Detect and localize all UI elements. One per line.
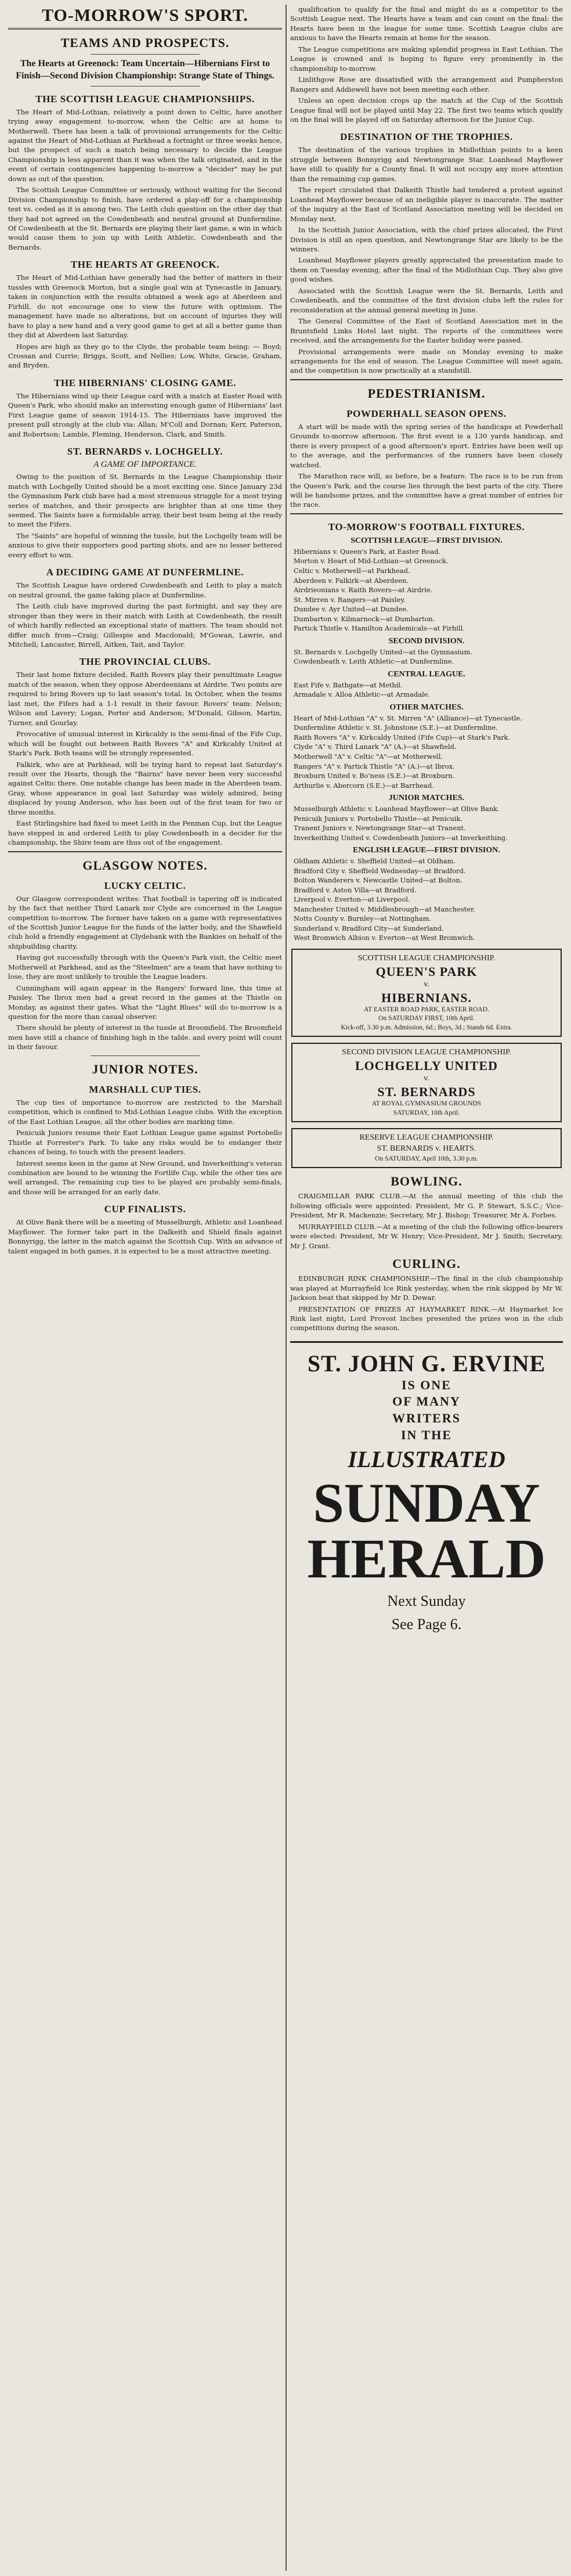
ad-next-sunday: Next Sunday: [387, 1593, 466, 1610]
paragraph: There should be plenty of interest in the tussle at Broomfield. The Broomfield men have still a chance of finishing high in the table, and every point will count in their favour.: [8, 1024, 282, 1051]
ad-line: AT EASTER ROAD PARK, EASTER ROAD.: [364, 1006, 489, 1013]
fixture-line: Dumbarton v. Kilmarnock—at Dumbarton.: [294, 614, 435, 623]
fixture-line: Armadale v. Alloa Athletic—at Armadale.: [294, 690, 431, 699]
ad-writer-name: ST. JOHN G. ERVINE: [307, 1350, 546, 1377]
paragraph: The Heart of Mid-Lothian, relatively a point down to Celtic, have another trying away engagement to-morrow, when the Celtic are at home to Motherwell. There has been a talk of provisional arrangements for the Celtic against the Heart of Mid-Lothian at Parkhead a fortnight or three weeks hence, but the prospect of such a match being necessary to decide the League Championship is less apparent than it was when the talk originated, and in the event of certain contingencies happening to-morrow a "decider" may be put down as out of the question.: [8, 107, 282, 183]
heading-hibernians: THE HIBERNIANS' CLOSING GAME.: [53, 377, 236, 388]
paragraph: The cup ties of importance to-morrow are restricted to the Marshall competition, which is confined to Mid-Lothian League clubs. With the exception of the East Lothian League, all the other bodies are marking time.: [8, 1098, 282, 1126]
ad-line: IS ONE: [402, 1377, 451, 1392]
ad-line: AT ROYAL GYMNASIUM GROUNDS: [371, 1100, 482, 1108]
fixture-line: Notts County v. Burnley—at Nottingham.: [294, 914, 432, 923]
heading-curling: CURLING.: [392, 1256, 461, 1271]
paragraph: MURRAYFIELD CLUB.—At a meeting of the club the following office-bearers were elected: President, Mr W. Henry; Vice-President, Mr J. Smith; Secretary, Mr J. Grant.: [290, 1222, 563, 1250]
heading-marshall: MARSHALL CUP TIES.: [89, 1083, 201, 1095]
paragraph: Loanhead Mayflower players greatly appreciated the presentation made to them on Tuesday evening, after the final of the Midlothian Cup. They also give good wishes.: [290, 256, 563, 284]
paragraph: qualification to qualify for the final and might do as a competitor to the Scottish League next. The Hearts have a team and can count on the final: the Hearts have been in the league for some time. Scottish League clubs are anxious to have the Hearts remain at home for the season.: [290, 5, 563, 42]
paragraph: Cunningham will again appear in the Rangers' forward line, this time at Paisley. The Ibrox men had a great record in the games at the Thistle on Monday, as against their gates. What the "Light Blues" will do to-morrow is a question for the more than casual observer.: [8, 983, 282, 1021]
fixture-line: Broxburn United v. Bo'ness (S.E.)—at Broxburn.: [294, 772, 455, 780]
fixture-line: East Fife v. Bathgate—at Methil.: [294, 680, 403, 689]
heading-junior: JUNIOR NOTES.: [92, 1061, 198, 1076]
paragraph: Hopes are high as they go to the Clyde, the probable team being: — Boyd; Crossan and Currie; Briggs, Scott, and Nellies; Low, White, Gracie, Graham, and Bryden.: [8, 342, 282, 370]
fixture-line: Inverkeithing United v. Cowdenbeath Juniors—at Inverkeithing.: [294, 833, 508, 842]
advertisement-reserve: [291, 1128, 562, 1168]
paragraph: CRAIGMILLAR PARK CLUB.—At the annual meeting of this club the following officials were appointed: President, Mr G. P. Stewart, S.S.C.; Vice-President, Mr R. Mackenzie; Secretary, Mr J. Bishop; Treasurer, Mr A. Forbes.: [290, 1192, 563, 1220]
ad-club: ST. BERNARDS v. HEARTS.: [377, 1144, 476, 1154]
paragraph: The Leith club have improved during the past fortnight, and say they are stronger than they were in their match with Leith at Cowdenbeath, the result of which hardly reflected an exceptional state of matters. The team should not differ much from—Craig; Gillespie and Macdonald; M'Gowan, Lawrie, and Mitchell; Lancaster, Birrell, Aitken, Tait, and Taylor.: [8, 602, 282, 648]
fixture-line: Raith Rovers "A" v. Kirkcaldy United (Fife Cup)—at Stark's Park.: [294, 733, 511, 741]
divider: [91, 54, 200, 55]
divider: [290, 513, 563, 514]
fixture-line: Bradford City v. Sheffield Wednesday—at Bradford.: [294, 866, 466, 875]
fixture-line: Morton v. Heart of Mid-Lothian—at Greenock.: [294, 557, 449, 565]
paragraph: The Marathon race will, as before, be a feature. The race is to be run from the Queen's Park, and the course lies through the best parts of the city. There will be handsome prizes, and the committee have a great number of entries for the race.: [290, 472, 563, 509]
paragraph: Our Glasgow correspondent writes: That football is tapering off is indicated by the fact that neither Third Lanark nor Clyde are concerned in the League competition to-morrow. The former have taken on a game with representatives of the Scottish Junior League for the funds of the latter body, and the Shawfield club hold a friendly engagement at Clydebank with the Bankies on behalf of the shipbuilding charity.: [8, 894, 282, 950]
fixture-line: Dunfermline Athletic v. St. Johnstone (S.E.)—at Dunfermline.: [294, 723, 498, 732]
heading-fixtures: TO-MORROW'S FOOTBALL FIXTURES.: [328, 521, 525, 532]
fixture-line: St. Bernards v. Lochgelly United—at the Gymnasium.: [294, 647, 472, 656]
advertisement-sunday-herald: [290, 1341, 563, 1640]
heading-provincial: THE PROVINCIAL CLUBS.: [79, 656, 211, 668]
paragraph: Provisional arrangements were made on Monday evening to make arrangements for the end of season. The League Committee will meet again, and the competition is now practically at a standstill.: [290, 347, 563, 375]
paragraph: The General Committee of the East of Scotland Association met in the Bruntsfield Links Hotel last night. The reports of the committees were received, and the arrangements for the Easter holiday were passed.: [290, 317, 563, 345]
paragraph: The "Saints" are hopeful of winning the tussle, but the Lochgelly team will be anxious to give their supporters good parting shots, and are no lesser bettered every effort to win.: [8, 531, 282, 559]
paragraph: Having got successfully through with the Queen's Park visit, the Celtic meet Motherwell at Parkhead, and as the "Steelmen" are a team that have nothing to lose, they are most unlikely to trouble the League leaders.: [8, 953, 282, 981]
paragraph: The report circulated that Dalkeith Thistle had tendered a protest against Loanhead Mayflower because of an ineligible player is inaccurate. The matter of the inquiry at the East of Scotland Association meeting will be decided on Monday next.: [290, 186, 563, 223]
heading-pedestrianism: PEDESTRIANISM.: [367, 386, 486, 401]
ad-versus: v.: [424, 979, 429, 989]
heading-dunfermline: A DECIDING GAME AT DUNFERMLINE.: [46, 567, 244, 578]
paragraph: The Hibernians wind up their League card with a match at Easter Road with Queen's Park, who should make an interesting enough game of Hibernians' last First League game of season 1914-15. The Hibernians have improved the present pull strongly at the club via: Allan; M'Coll and Dornan; Kerr, Paterson, and Robertson; Lamble, Fleming, Henderson, Clark, and Smith.: [8, 391, 282, 438]
paragraph: The destination of the various trophies in Midlothian points to a keen struggle between Bonnyrigg and Newtongrange Star. Loanhead Mayflower have still to qualify for a County final. It will not occupy any more attention than the remaining cup games.: [290, 146, 563, 183]
fixture-line: Tranent Juniors v. Newtongrange Star—at Tranent.: [294, 824, 466, 833]
ad-title: SECOND DIVISION LEAGUE CHAMPIONSHIP.: [342, 1048, 511, 1057]
ad-line: SATURDAY, 10th April.: [393, 1109, 460, 1116]
fixture-line: Manchester United v. Middlesbrough—at Manchester.: [294, 905, 475, 913]
paragraph: The Scottish League have ordered Cowdenbeath and Leith to play a match on neutral ground, the game taking place at Dunfermline.: [8, 581, 282, 599]
paragraph: A start will be made with the spring series of the handicaps at Powderhall Grounds to-morrow afternoon. The first event is a 130 yards handicap, and there is every prospect of a good afternoon's sport. Entries have been well up to the average, and the performances of the runners have been closely watched.: [290, 422, 563, 469]
ad-line: On SATURDAY, April 10th, 3.30 p.m.: [375, 1155, 478, 1162]
heading-championships: THE SCOTTISH LEAGUE CHAMPIONSHIPS.: [35, 93, 255, 105]
paragraph: EDINBURGH RINK CHAMPIONSHIP.—The final in the club championship was played at Murrayfield Ice Rink yesterday, when the rink skipped by Mr W. Jackson beat that skipped by Mr D. Dewar.: [290, 1274, 563, 1302]
fixture-line: St. Mirren v. Rangers—at Paisley.: [294, 595, 406, 604]
ad-title: SCOTTISH LEAGUE CHAMPIONSHIP.: [357, 954, 496, 963]
right-column: [286, 5, 566, 2571]
heading-powderhall: POWDERHALL SEASON OPENS.: [346, 408, 507, 419]
paragraph: Owing to the position of St. Bernards in the League Championship their match with Lochgelly United should be a most exciting one. Since January 23d the Gymnasium Park club have had a most strenuous struggle for a most trying series of matches, and their prospects are brighter than at one time they seemed. The Saints have a formidable array, their best team being at the ready to meet the Fifers.: [8, 473, 282, 529]
ad-club: QUEEN'S PARK: [375, 964, 478, 979]
left-column: [5, 5, 286, 2571]
paragraph: Provocative of unusual interest in Kirkcaldy is the semi-final of the Fife Cup, which will be fought out between Raith Rovers "A" and Kirkcaldy United at Stark's Park. Both teams will be strongly represented.: [8, 730, 282, 758]
fixture-line: Celtic v. Motherwell—at Parkhead.: [294, 567, 410, 575]
divider: [91, 1055, 200, 1056]
ad-sunday: SUNDAY: [313, 1472, 540, 1534]
fixture-line: Heart of Mid-Lothian "A" v. St. Mirren "A" (Alliance)—at Tynecastle.: [294, 714, 522, 722]
heading-lucky-celtic: LUCKY CELTIC.: [104, 880, 186, 891]
fixtures-group-heading: CENTRAL LEAGUE.: [388, 669, 465, 679]
fixture-line: Liverpool v. Everton—at Liverpool.: [294, 895, 410, 904]
paragraph: The Scottish League Committee or seriously, without waiting for the Second Division Championship to finish, have ordered a play-off for a championship test vs. ceded as it is among two. The Leith club question on the other day that they had not agreed on the Cowdenbeath and neutral ground at Dunfermline. Of Cowdenbeath at the St. Bernards are playing their last game, a win in which would cause them to join up with Leith Athletic, Cowdenbeath and the Bernards.: [8, 186, 282, 251]
heading-glasgow: GLASGOW NOTES.: [82, 858, 208, 873]
ad-club: ST. BERNARDS: [377, 1085, 476, 1100]
heading-cup-finalists: CUP FINALISTS.: [104, 1204, 186, 1215]
fixture-line: West Bromwich Albion v. Everton—at West Bromwich.: [294, 934, 475, 942]
paragraph: Interest seems keen in the game at New Ground, and Inverkeithing's veteran combination are bound to be winning the Fortlife Cup, while the other ties are well arranged. The remaining cup ties to be played are probably semi-finals, and those will be arranged for an early date.: [8, 1159, 282, 1196]
fixture-line: Musselburgh Athletic v. Loanhead Mayflower—at Olive Bank.: [294, 805, 500, 813]
fixture-line: Motherwell "A" v. Celtic "A"—at Motherwell.: [294, 752, 443, 761]
ad-line: WRITERS: [392, 1411, 461, 1426]
fixture-line: Airdrieonians v. Raith Rovers—at Airdrie.: [294, 586, 433, 595]
ad-versus: v.: [424, 1074, 429, 1083]
paragraph: At Olive Bank there will be a meeting of Musselburgh, Athletic and Loanhead Mayflower. The former take part in the Dalkeith and Shield finals against Bonnyrigg, the latter in the match against the Scottish Cup. With an advance of talent engaged in both games, it is expected to be a most attractive meeting.: [8, 1218, 282, 1255]
ad-line: Kick-off, 3.30 p.m. Admission, 6d.; Boys, 3d.; Stands 6d. Extra.: [341, 1024, 512, 1031]
fixture-line: Clyde "A" v. Third Lanark "A" (A.)—at Shawfield.: [294, 743, 457, 751]
paragraph: The League competitions are making splendid progress in East Lothian. The League is crowned and is hoping to figure very prominently in the championship to-morrow.: [290, 45, 563, 73]
fixture-line: Bolton Wanderers v. Newcastle United—at Bolton.: [294, 876, 462, 885]
fixture-line: Arthurlie v. Abercorn (S.E.)—at Barrhead.: [294, 781, 434, 790]
heading-bowling: BOWLING.: [391, 1174, 462, 1189]
fixtures-group-heading: ENGLISH LEAGUE—FIRST DIVISION.: [353, 846, 500, 855]
fixtures-group-heading: JUNIOR MATCHES.: [388, 794, 465, 803]
fixture-line: Bradford v. Aston Villa—at Bradford.: [294, 885, 417, 894]
heading-hearts: THE HEARTS AT GREENOCK.: [70, 259, 220, 271]
paragraph: East Stirlingshire had fixed to meet Leith in the Penman Cup, but the League have stepped in and ordered Leith to play Cowdenbeath in a decider for the championship, the Shire team are thus out of the engagement.: [8, 819, 282, 847]
advertisement-lochgelly: [291, 1043, 562, 1122]
ad-see-page: See Page 6.: [391, 1616, 462, 1633]
fixtures-group-heading: SCOTTISH LEAGUE—FIRST DIVISION.: [350, 536, 503, 545]
subheading: A GAME OF IMPORTANCE.: [93, 460, 197, 470]
ad-herald: HERALD: [307, 1527, 546, 1590]
ad-club: LOCHGELLY UNITED: [355, 1058, 498, 1073]
ad-illustrated: ILLUSTRATED: [348, 1446, 505, 1473]
ad-club: HIBERNIANS.: [381, 990, 472, 1005]
divider: [8, 851, 282, 852]
ad-title: RESERVE LEAGUE CHAMPIONSHIP.: [359, 1133, 494, 1143]
fixture-line: Penicuik Juniors v. Portobello Thistle—at Penicuik.: [294, 814, 462, 823]
section-title: TEAMS AND PROSPECTS.: [60, 35, 230, 50]
fixture-line: Oldham Athletic v. Sheffield United—at Oldham.: [294, 857, 456, 866]
paragraph: PRESENTATION OF PRIZES AT HAYMARKET RINK.—At Haymarket Ice Rink last night, Lord Provost Inches presented the prizes won in the club competitions during the season.: [290, 1305, 563, 1332]
advertisement-queens-park: [291, 949, 562, 1037]
fixture-line: Cowdenbeath v. Leith Athletic—at Dunfermline.: [294, 657, 454, 666]
paragraph: Falkirk, who are at Parkhead, will be trying hard to repeat last Saturday's result over the Hearts, though the "Bairns" have never been very successful against Celtic there. One notable change has been made in the Aberdeen team, Gray, whose appearance in goal last Saturday was widely admired, being displaced by young Anderson, who has been out of the first team for two or three months.: [8, 760, 282, 816]
paragraph: Penicuik Juniors resume their East Lothian League game against Portobello Thistle at Forrester's Park. To take any risks would be to endanger their chances of being, to touch with the present leaders.: [8, 1129, 282, 1157]
heading-destination: DESTINATION OF THE TROPHIES.: [340, 131, 513, 143]
fixture-line: Partick Thistle v. Hamilton Academicals—at Firhill.: [294, 624, 465, 633]
fixture-line: Dundee v. Ayr United—at Dundee.: [294, 605, 409, 614]
ad-line: IN THE: [400, 1427, 452, 1442]
columns: [5, 5, 566, 2571]
ad-line: OF MANY: [392, 1394, 461, 1409]
deck: The Hearts at Greenock: Team Uncertain—Hibernians First to Finish—Second Division Championship: Strange State of Things.: [16, 59, 274, 81]
paragraph: Unless an open decision crops up the match at the Cup of the Scottish League final will not be played until May 22. The first two teams which qualify on the final will be played off on Saturday afternoon for the Junior Cup.: [290, 96, 563, 124]
fixtures-group-heading: SECOND DIVISION.: [388, 636, 465, 646]
heading-st-bernards: ST. BERNARDS v. LOCHGELLY.: [67, 446, 223, 457]
ad-line: On SATURDAY FIRST, 10th April.: [378, 1015, 475, 1022]
paragraph: In the Scottish Junior Association, with the chief prizes allocated, the First Division is still an open question, and Newtongrange Star are likely to be the winners.: [290, 226, 563, 253]
fixture-line: Aberdeen v. Falkirk—at Aberdeen.: [294, 576, 409, 585]
paragraph: The Heart of Mid-Lothian have generally had the better of matters in their tussles with Greenock Morton, but a single goal win at Tynecastle in January, taken in conjunction with the results obtained a week ago at Aberdeen and Firhill, do not encourage one to view the future with optimism. The management have made no alterations, but on account of injuries they will have to play a new hand and a very good game to get at all a better game than they did at Aberdeen last Saturday.: [8, 273, 282, 340]
divider: [290, 379, 563, 380]
fixture-line: Sunderland v. Bradford City—at Sunderland.: [294, 924, 444, 932]
fixture-line: Hibernians v. Queen's Park, at Easter Road.: [294, 547, 441, 556]
paragraph: Associated with the Scottish League were the St. Bernards, Leith and Cowdenbeath, and the committee of the first division clubs left the rules for reconsideration at the annual general meeting in June.: [290, 286, 563, 314]
divider: [91, 86, 200, 87]
paragraph: Linlithgow Rose are dissatisfied with the arrangement and Pumpherston Rangers and Addiewell have not been meeting each other.: [290, 75, 563, 93]
fixture-line: Rangers "A" v. Partick Thistle "A" (A.)—at Ibrox.: [294, 762, 455, 770]
fixtures-group-heading: OTHER MATCHES.: [389, 702, 464, 712]
paragraph: Their last home fixture decided, Raith Rovers play their penultimate League match of the season, when they oppose Aberdeenians at Airdrie. Two points are required to bring Rovers up to last season's total. In October, when the teams last met, the Fifers had a 1-1 result in their favour. Rovers' team: Nelson; Wilson and Lavery; Logan, Porter and Anderson; M'Donald, Gibson, Martin, Turner, and Gourlay.: [8, 671, 282, 727]
masthead: TO-MORROW'S SPORT.: [8, 5, 282, 30]
